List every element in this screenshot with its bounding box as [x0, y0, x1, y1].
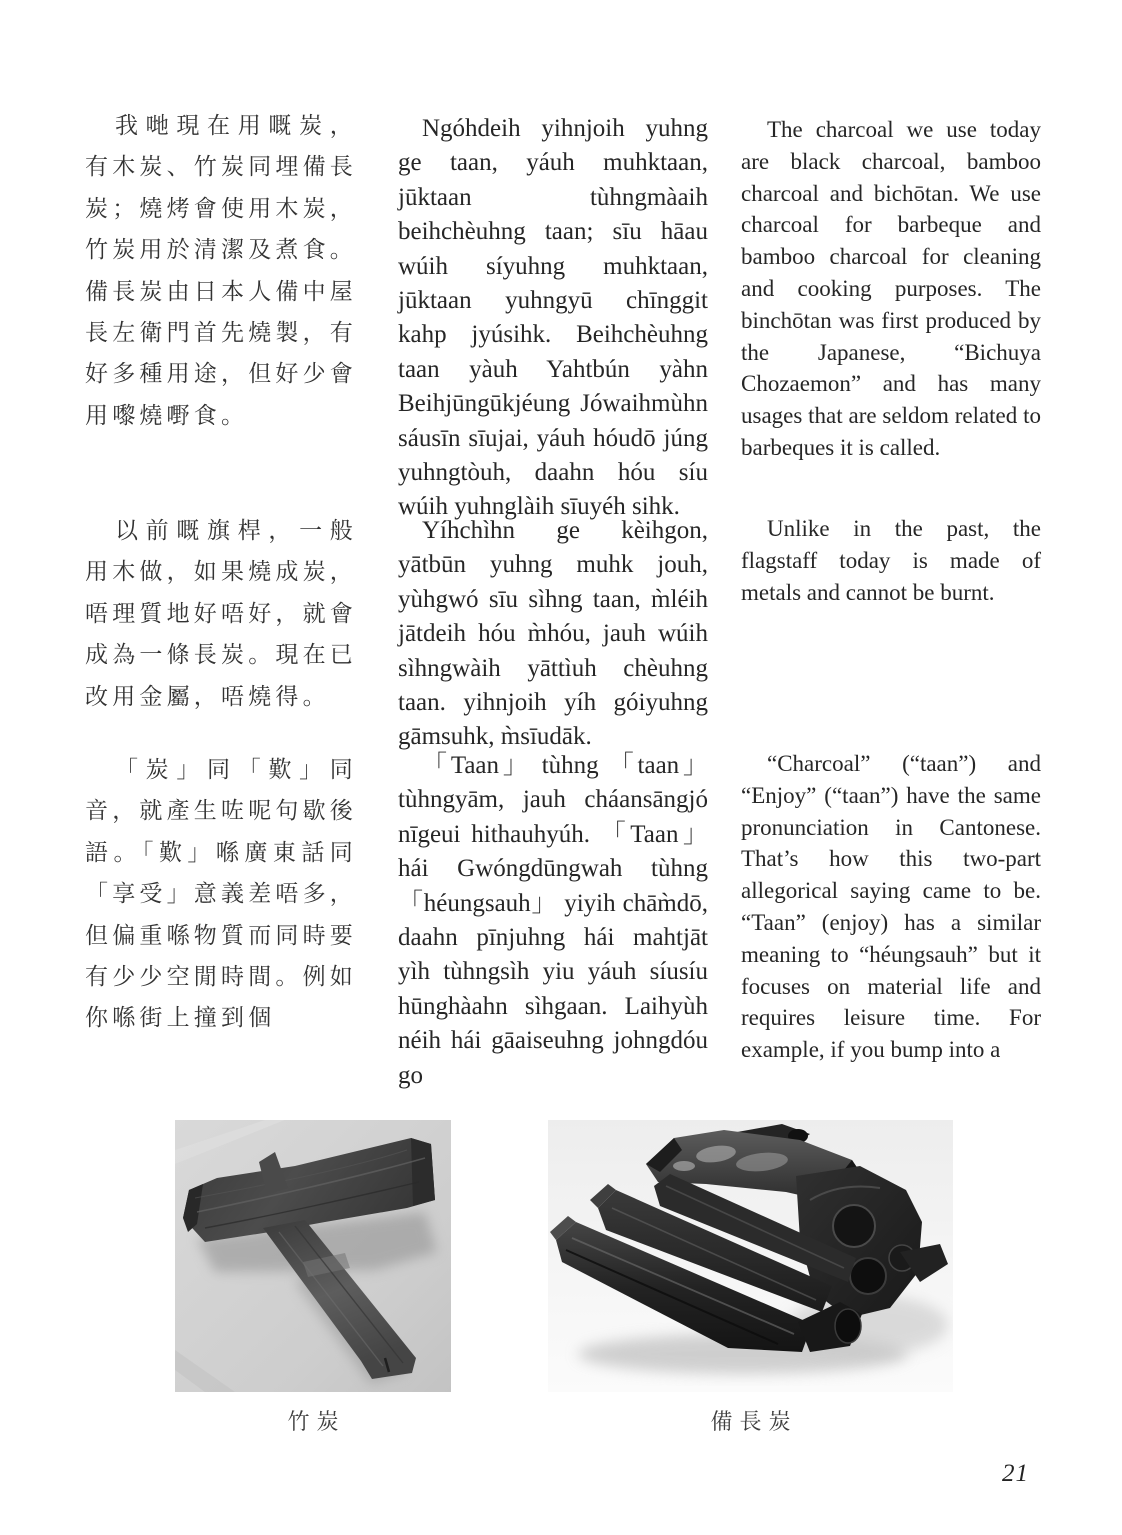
figure-binchotan — [548, 1120, 953, 1436]
english-paragraph-3: “Charcoal” (“taan”) and “Enjoy” (“taan”) have the same pronunciation in Cantonese. That’s how this two-part allegorical saying came to be. “Taan” (enjoy) has a similar meaning to “héungsauh” but it focuses on material life and requires leisure time. For example, if you bump into a — [741, 751, 1041, 1063]
binchotan-photo — [548, 1120, 953, 1392]
chinese-paragraph-1: 我哋現在用嘅炭，有木炭、竹炭同埋備長炭；燒烤會使用木炭，竹炭用於清潔及煮食。備長炭由日本人備中屋長左衛門首先燒製，有好多種用途，但好少會用嚟燒嘢食。 — [85, 113, 357, 429]
chinese-paragraph-3: 「炭」同「歎」同音，就產生咗呢句歇後語。「歎」喺廣東話同「享受」意義差唔多，但偏重喺物質而同時要有少少空閒時間。例如你喺街上撞到個 — [85, 757, 357, 1032]
chinese-paragraph-2: 以前嘅旗桿，一般用木做，如果燒成炭，唔理質地好唔好，就會成為一條長炭。現在已改用金屬，唔燒得。 — [85, 518, 357, 710]
romanization-paragraph-2: Yíhchìhn ge kèihgon, yātbūn yuhng muhk jouh, yùhgwó sīu sìhng taan, m̀léih jātdeih hóu m̀hóu, jauh wúih sìhngwàih yāttìuh chèuhng taan. yihnjoih yíh góiyuhng gāmsuhk, m̀sīudāk. — [398, 517, 708, 751]
bamboo-charcoal-photo — [175, 1120, 451, 1392]
page-number: 21 — [1002, 1460, 1029, 1487]
english-paragraph-2: Unlike in the past, the flagstaff today is made of metals and cannot be burnt. — [741, 516, 1041, 605]
figure-bamboo-charcoal — [175, 1120, 451, 1436]
english-paragraph-1: The charcoal we use today are black charcoal, bamboo charcoal and bichōtan. We use charcoal for barbeque and bamboo charcoal for cleaning and cooking purposes. The binchōtan was first produced by the Japanese, “Bichuya Chozaemon” and has many usages that are seldom related to barbeques it is called. — [741, 117, 1041, 460]
romanization-paragraph-3: 「Taan」 tùhng 「taan」 tùhngyām, jauh cháansāngjó nīgeui hithauhyúh. 「Taan」 hái Gwóngdūngwah tùhng 「héungsauh」 yiyih chām̀dō, daahn pīnjuhng hái mahtjāt yìh tùhngsìh yiu yáuh síusíu hūnghàahn sìhgaan. Laihyùh néih hái gāaiseuhng johngdóu go — [398, 752, 708, 1089]
romanization-paragraph-1: Ngóhdeih yihnjoih yuhng ge taan, yáuh muhktaan, jūktaan tùhngmàaih beihchèuhng taan; sīu hāau wúih síyuhng muhktaan, jūktaan yuhngyū chīnggit kahp jyúsihk. Beihchèuhng taan yàuh Yahtbún yàhn Beihjūngūkjéung Jówaihmùhn sáusīn sīujai, yáuh hóudō júng yuhngtòuh, daahn hóu síu wúih yuhnglàih sīuyéh sihk. — [398, 115, 708, 521]
caption-binchotan: 備長炭 — [710, 1409, 798, 1434]
caption-bamboo-charcoal: 竹炭 — [287, 1409, 346, 1434]
